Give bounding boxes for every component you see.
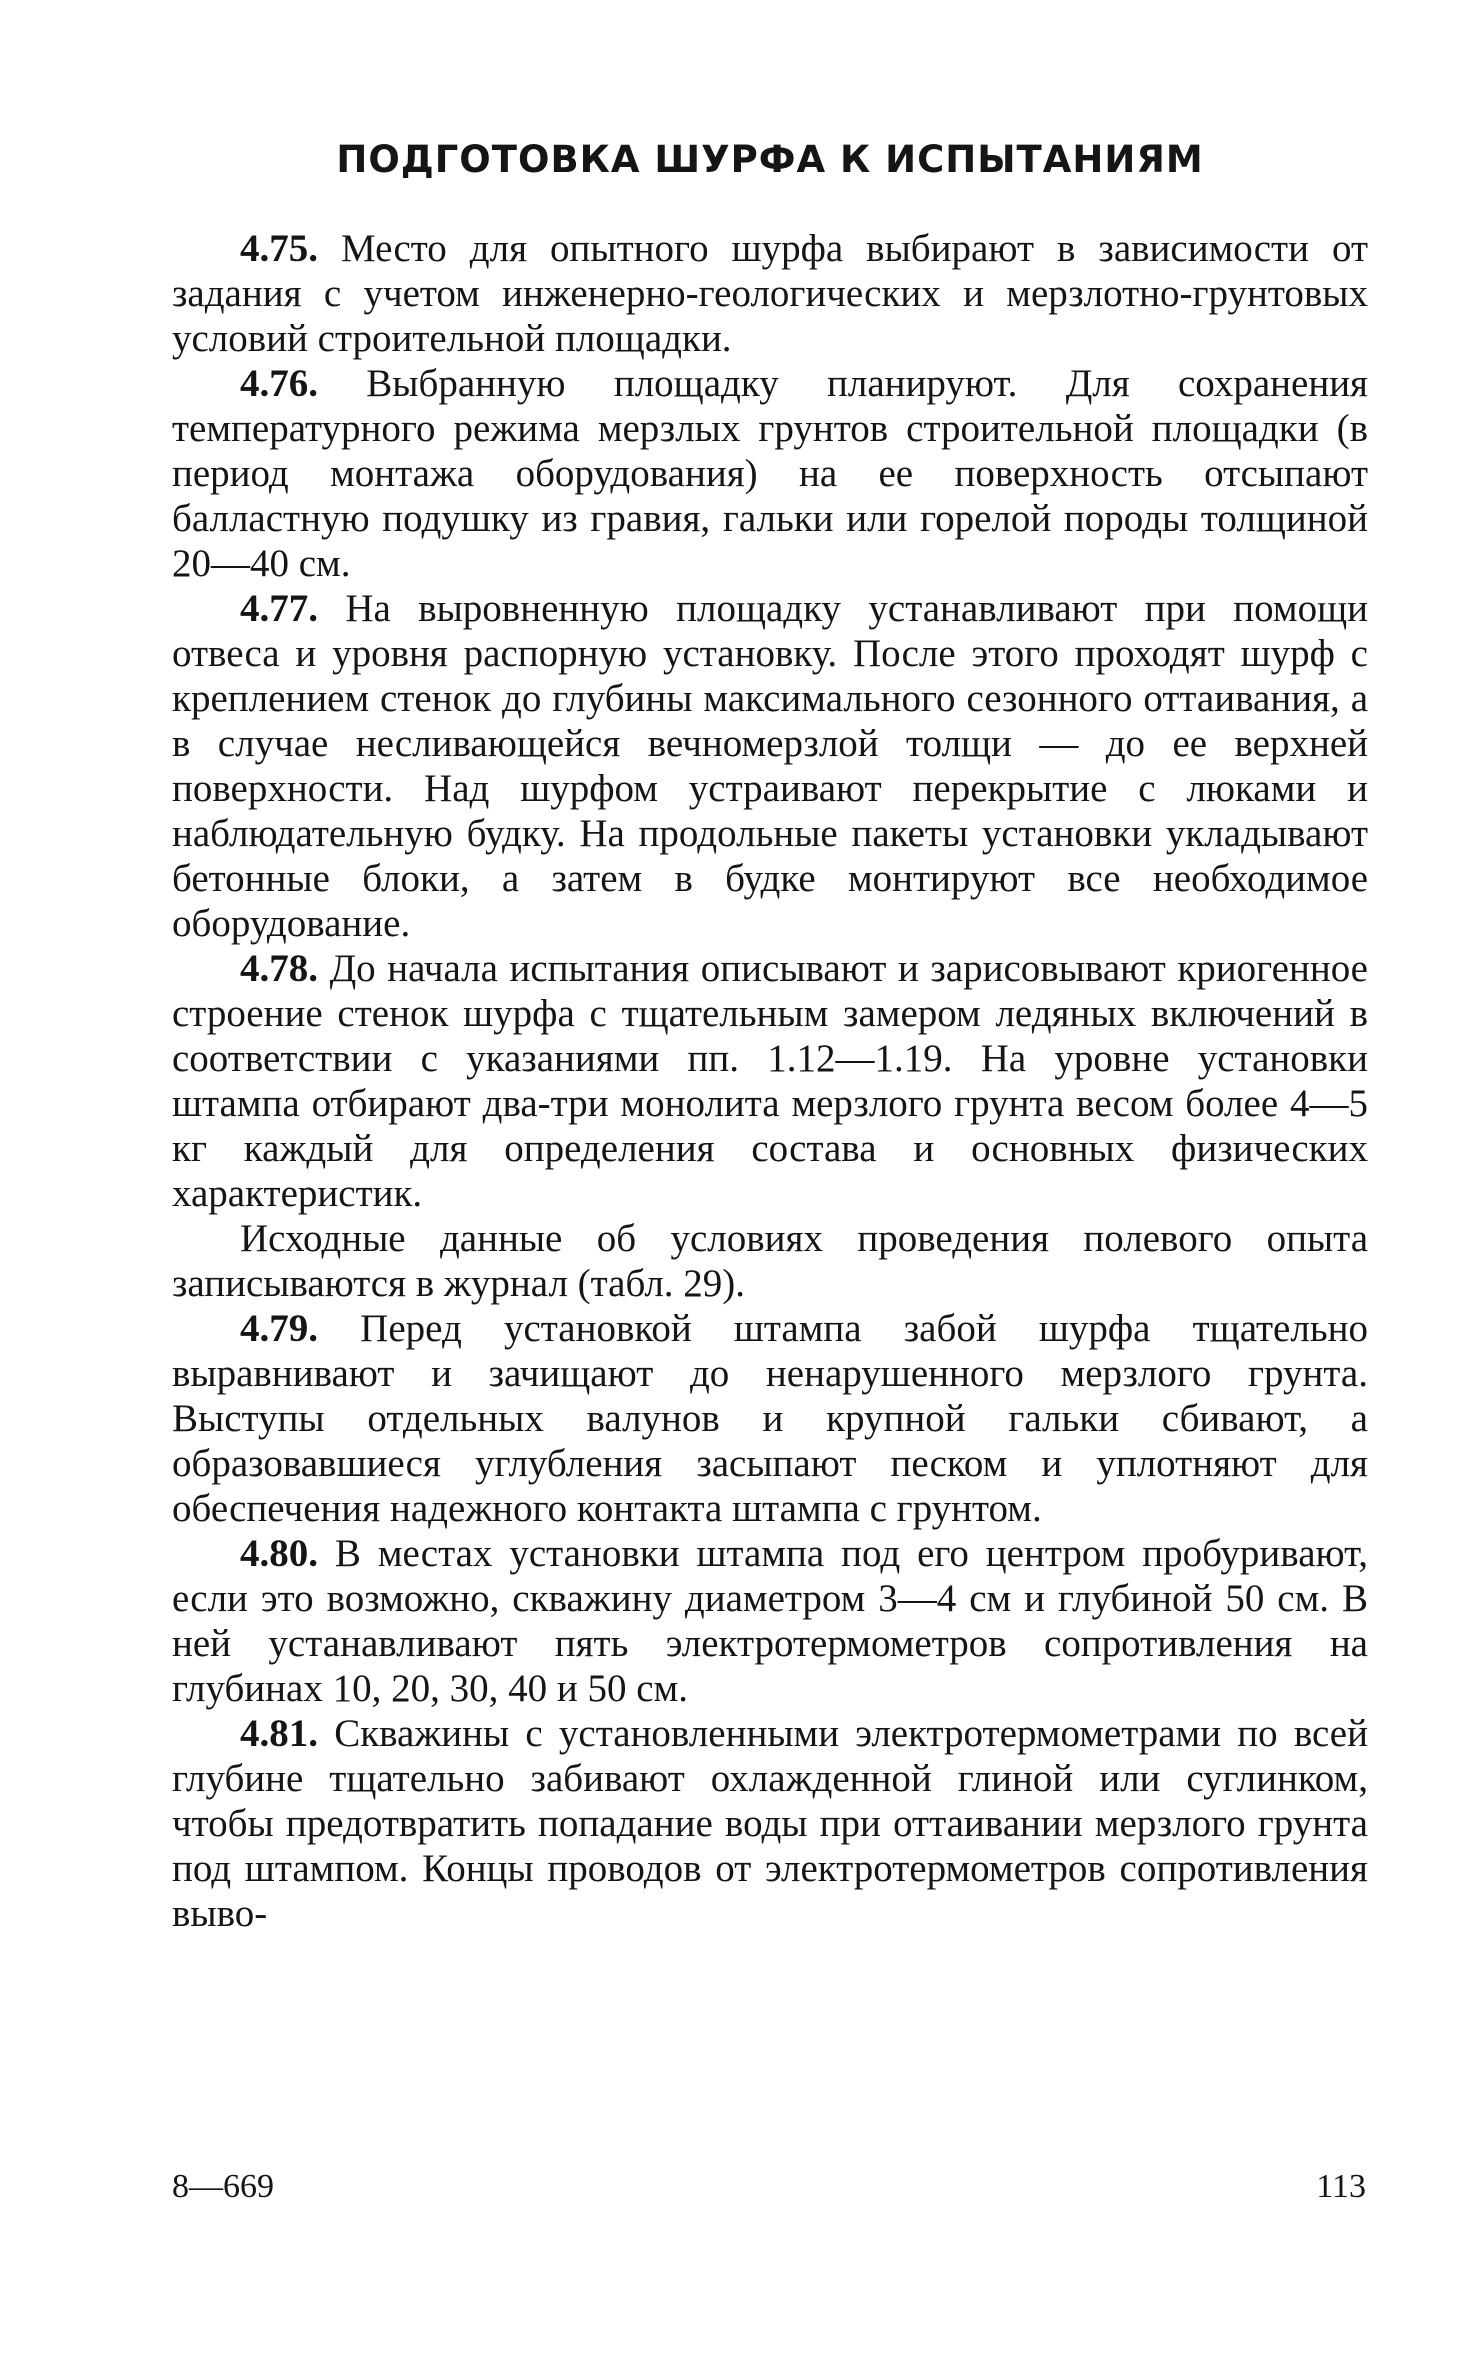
clause-number: 4.81. <box>240 1712 318 1755</box>
paragraph-text: Скважины с установленными электротермометрами по всей глубине тщательно забивают охлажденной глиной или суглинком, чтобы предотвратить попадание воды при оттаивании мерзлого грунта под штампом. Концы проводов от электротермометров сопротивления выво- <box>172 1712 1368 1935</box>
paragraph-4-76 <box>172 361 1368 586</box>
paragraph-4-78 <box>172 946 1368 1216</box>
paragraph-text: Исходные данные об условиях проведения полевого опыта записываются в журнал (табл. 29). <box>172 1217 1368 1305</box>
paragraph-4-80 <box>172 1531 1368 1711</box>
paragraph-text: В местах установки штампа под его центром пробуривают, если это возможно, скважину диаметром 3—4 см и глубиной 50 см. В ней устанавливают пять электротермометров сопротивления на глубинах 10, 20, 30, 40 и 50 см. <box>172 1532 1369 1710</box>
clause-number: 4.77. <box>240 587 318 630</box>
paragraph-4-75 <box>172 226 1368 361</box>
paragraph-text: На выровненную площадку устанавливают при помощи отвеса и уровня распорную установку. После этого проходят шурф с креплением стенок до глубины максимального сезонного оттаивания, а в случае несливающейся вечномерзлой толщи — до ее верхней поверхности. Над шурфом устраивают перекрытие с люками и наблюдательную будку. На продольные пакеты установки укладывают бетонные блоки, а затем в будке монтируют все необходимое оборудование. <box>172 587 1368 945</box>
paragraph-text: До начала испытания описывают и зарисовывают криогенное строение стенок шурфа с тщательным замером ледяных включений в соответствии с указаниями пп. 1.12—1.19. На уровне установки штампа отбирают два-три монолита мерзлого грунта весом более 4—5 кг каждый для определения состава и основных физических характеристик. <box>172 947 1368 1215</box>
clause-number: 4.76. <box>240 362 318 405</box>
body-text <box>172 226 1368 1936</box>
paragraph-4-79 <box>172 1306 1368 1531</box>
clause-number: 4.80. <box>240 1532 318 1575</box>
clause-number: 4.75. <box>240 227 318 270</box>
paragraph-text: Место для опытного шурфа выбирают в зависимости от задания с учетом инженерно-геологических и мерзлотно-грунтовых условий строительной площадки. <box>172 227 1369 360</box>
section-heading: ПОДГОТОВКА ШУРФА К ИСПЫТАНИЯМ <box>336 138 1204 181</box>
paragraph-text: Выбранную площадку планируют. Для сохранения температурного режима мерзлых грунтов строительной площадки (в период монтажа оборудования) на ее поверхность отсыпают балластную подушку из гравия, гальки или горелой породы толщиной 20—40 см. <box>172 362 1368 585</box>
paragraph-text: Перед установкой штампа забой шурфа тщательно выравнивают и зачищают до ненарушенного мерзлого грунта. Выступы отдельных валунов и крупной гальки сбивают, а образовавшиеся углубления засыпают песком и уплотняют для обеспечения надежного контакта штампа с грунтом. <box>172 1307 1368 1530</box>
printer-signature: 8—669 <box>172 2168 274 2205</box>
paragraph-4-81 <box>172 1711 1368 1936</box>
paragraph-4-77 <box>172 586 1368 946</box>
page-number: 113 <box>1316 2168 1366 2205</box>
clause-number: 4.78. <box>240 947 318 990</box>
paragraph-initial-data <box>172 1216 1368 1306</box>
clause-number: 4.79. <box>240 1307 318 1350</box>
